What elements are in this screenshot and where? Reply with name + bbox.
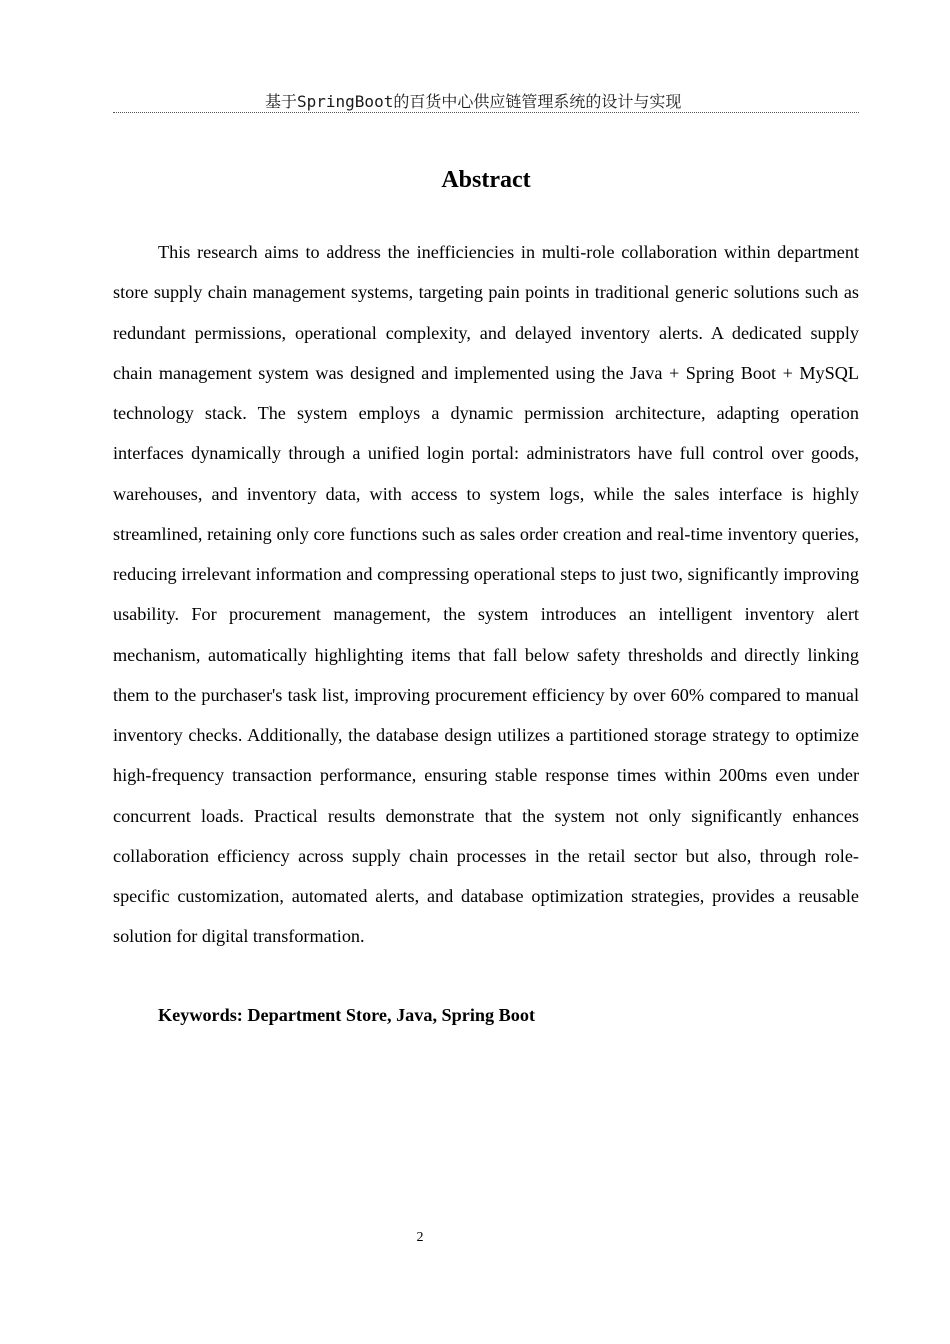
abstract-body: This research aims to address the inefficiencies in multi-role collaboration within department store supply chain management systems, targeting pain points in traditional generic solutions such as redundant permissions, operational complexity, and delayed inventory alerts. A dedicated supply chain management system was designed and implemented using the Java + Spring Boot + MySQL technology stack. The system employs a dynamic permission architecture, adapting operation interfaces dynamically through a unified login portal: administrators have full control over goods, warehouses, and inventory data, with access to system logs, while the sales interface is highly streamlined, retaining only core functions such as sales order creation and real-time inventory queries, reducing irrelevant information and compressing operational steps to just two, significantly improving usability. For procurement management, the system introduces an intelligent inventory alert mechanism, automatically highlighting items that fall below safety thresholds and directly linking them to the purchaser's task list, improving procurement efficiency by over 60% compared to manual inventory checks. Additionally, the database design utilizes a partitioned storage strategy to optimize high-frequency transaction performance, ensuring stable response times within 200ms even under concurrent loads. Practical results demonstrate that the system not only significantly enhances collaboration efficiency across supply chain processes in the retail sector but also, through role-specific customization, automated alerts, and database optimization strategies, provides a reusable solution for digital transformation. xyxy=(113,242,859,947)
keywords-line: Keywords: Department Store, Java, Spring Boot xyxy=(158,1005,536,1025)
page-number: 2 xyxy=(416,1230,424,1245)
abstract-title: Abstract xyxy=(441,167,531,193)
running-header xyxy=(113,91,859,113)
running-header-title: 基于SpringBoot的百货中心供应链管理系统的设计与实现 xyxy=(265,92,682,111)
